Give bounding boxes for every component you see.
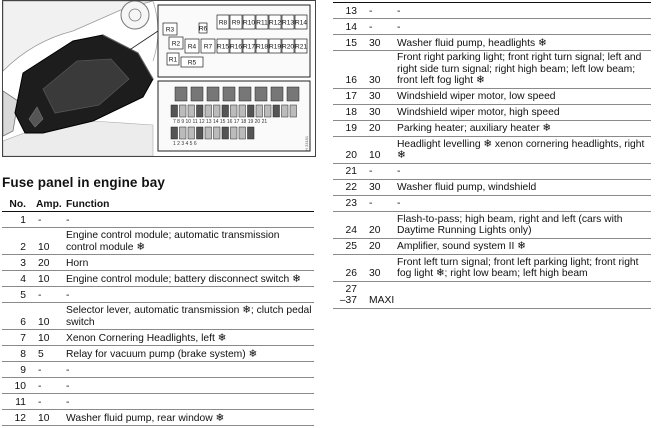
fuse-slot bbox=[231, 127, 238, 139]
fuse-slot bbox=[222, 127, 229, 139]
fuse-function: - bbox=[393, 3, 651, 19]
fuse-number: 12 bbox=[2, 410, 34, 426]
relay-label: R7 bbox=[203, 43, 213, 51]
table-row bbox=[2, 303, 314, 330]
table-row bbox=[333, 179, 651, 195]
fuse-slot bbox=[188, 105, 195, 117]
table-row bbox=[333, 88, 651, 104]
fuse-number: 21 bbox=[333, 163, 365, 179]
maxi-fuse-slot bbox=[255, 87, 267, 101]
table-row bbox=[2, 362, 314, 378]
fuse-box-illustration bbox=[2, 0, 316, 157]
table-row bbox=[333, 281, 651, 308]
fuse-slot bbox=[214, 127, 221, 139]
fuse-function: - bbox=[62, 362, 314, 378]
maxi-fuse-slot bbox=[191, 87, 203, 101]
table-row bbox=[2, 228, 314, 255]
table-row bbox=[2, 410, 314, 426]
fuse-function: Parking heater; auxiliary heater ❄ bbox=[393, 120, 651, 136]
fuse-amperage: - bbox=[365, 3, 393, 19]
fuse-function: Headlight levelling ❄ xenon cornering headlights, right ❄ bbox=[393, 136, 651, 163]
fuse-amperage: - bbox=[34, 378, 62, 394]
fuse-function: - bbox=[62, 287, 314, 303]
fuse-number: 27 –37 bbox=[333, 281, 365, 308]
relay-label: R6 bbox=[198, 25, 208, 33]
relay-label: R4 bbox=[187, 43, 197, 51]
relay-label: R8 bbox=[218, 19, 228, 27]
fuse-function: - bbox=[393, 163, 651, 179]
fuse-function: Relay for vacuum pump (brake system) ❄ bbox=[62, 346, 314, 362]
fuse-amperage: 10 bbox=[34, 330, 62, 346]
fuse-slot bbox=[188, 127, 195, 139]
relay-label: R15 bbox=[217, 43, 229, 51]
fuse-function: Horn bbox=[62, 255, 314, 271]
relay-label: R14 bbox=[295, 19, 307, 27]
relay-label: R16 bbox=[230, 43, 242, 51]
fuse-amperage: 5 bbox=[34, 346, 62, 362]
table-row bbox=[333, 211, 651, 238]
fuse-number: 8 bbox=[2, 346, 34, 362]
fuse-slot bbox=[248, 127, 255, 139]
fuse-function bbox=[393, 281, 651, 308]
fuse-slot bbox=[239, 105, 246, 117]
relay-label: R18 bbox=[256, 43, 268, 51]
fuse-number: 10 bbox=[2, 378, 34, 394]
fuse-amperage: 30 bbox=[365, 104, 393, 120]
fuse-number: 15 bbox=[333, 35, 365, 51]
fuse-amperage: 30 bbox=[365, 88, 393, 104]
fuse-amperage: - bbox=[34, 394, 62, 410]
relay-label: R11 bbox=[256, 19, 268, 27]
fuse-amperage: - bbox=[34, 362, 62, 378]
table-row bbox=[333, 120, 651, 136]
table-row bbox=[333, 3, 651, 19]
fuse-number: 5 bbox=[2, 287, 34, 303]
fuse-number: 4 bbox=[2, 271, 34, 287]
table-row bbox=[333, 195, 651, 211]
fuse-table-right bbox=[333, 2, 651, 309]
table-row bbox=[2, 212, 314, 228]
fuse-slot bbox=[214, 105, 221, 117]
header-function: Function bbox=[62, 196, 314, 212]
fuse-table-left bbox=[2, 196, 314, 426]
fuse-slot bbox=[290, 105, 297, 117]
fuse-number: 20 bbox=[333, 136, 365, 163]
relay-label: R5 bbox=[187, 59, 197, 67]
table-row bbox=[333, 35, 651, 51]
table-header-row bbox=[2, 196, 314, 212]
fuse-slot bbox=[180, 105, 187, 117]
fuse-number: 25 bbox=[333, 238, 365, 254]
fuse-amperage: 30 bbox=[365, 35, 393, 51]
fuse-amperage: 20 bbox=[365, 238, 393, 254]
fuse-row-numbers: 7 8 9 10 11 12 13 14 15 16 17 18 19 20 21 bbox=[173, 119, 268, 125]
header-amp: Amp. bbox=[34, 196, 62, 212]
table-row bbox=[2, 255, 314, 271]
maxi-fuse-slot bbox=[287, 87, 299, 101]
table-row bbox=[333, 136, 651, 163]
fuse-amperage: 10 bbox=[34, 228, 62, 255]
table-row bbox=[2, 271, 314, 287]
fuse-number: 23 bbox=[333, 195, 365, 211]
fuse-slot bbox=[205, 105, 212, 117]
relay-label: R12 bbox=[269, 19, 281, 27]
fuse-function: - bbox=[393, 19, 651, 35]
fuse-function: Washer fluid pump, rear window ❄ bbox=[62, 410, 314, 426]
fuse-slot bbox=[231, 105, 238, 117]
fuse-slot bbox=[171, 105, 178, 117]
reservoir-cap bbox=[121, 1, 149, 29]
maxi-fuse-slot bbox=[207, 87, 219, 101]
fuse-number: 24 bbox=[333, 211, 365, 238]
fuse-slot bbox=[171, 127, 178, 139]
table-row bbox=[2, 394, 314, 410]
table-row bbox=[333, 238, 651, 254]
fuse-amperage: 10 bbox=[34, 303, 62, 330]
table-row bbox=[333, 51, 651, 89]
table-row bbox=[333, 254, 651, 281]
fuse-amperage: - bbox=[34, 287, 62, 303]
fuse-function: Engine control module; automatic transmission control module ❄ bbox=[62, 228, 314, 255]
fuse-number: 1 bbox=[2, 212, 34, 228]
fuse-function: Washer fluid pump, windshield bbox=[393, 179, 651, 195]
fuse-function: Front right parking light; front right turn signal; left and right side turn signal; right high beam; left low beam; front left fog light ❄ bbox=[393, 51, 651, 89]
fuse-slot bbox=[197, 127, 204, 139]
fuse-amperage: - bbox=[365, 163, 393, 179]
fuse-function: - bbox=[62, 378, 314, 394]
fuse-slot bbox=[282, 105, 289, 117]
fuse-function: Engine control module; battery disconnect switch ❄ bbox=[62, 271, 314, 287]
fuse-slot bbox=[273, 105, 280, 117]
relay-label: R3 bbox=[165, 26, 175, 34]
fuse-amperage: 30 bbox=[365, 179, 393, 195]
maxi-fuse-slot bbox=[239, 87, 251, 101]
table-row bbox=[333, 163, 651, 179]
fuse-number: 19 bbox=[333, 120, 365, 136]
fuse-number: 16 bbox=[333, 51, 365, 89]
fuse-number: 7 bbox=[2, 330, 34, 346]
fuse-function: Selector lever, automatic transmission ❄; clutch pedal switch bbox=[62, 303, 314, 330]
fuse-function: Windshield wiper motor, low speed bbox=[393, 88, 651, 104]
relay-label: R19 bbox=[269, 43, 281, 51]
fuse-amperage: 10 bbox=[365, 136, 393, 163]
maxi-fuse-slot bbox=[175, 87, 187, 101]
fuse-number: 11 bbox=[2, 394, 34, 410]
fuse-function: Amplifier, sound system II ❄ bbox=[393, 238, 651, 254]
fuse-number: 26 bbox=[333, 254, 365, 281]
fuse-function: - bbox=[62, 212, 314, 228]
fuse-amperage: - bbox=[34, 212, 62, 228]
fuse-function: Flash-to-pass; high beam, right and left (cars with Daytime Running Lights only) bbox=[393, 211, 651, 238]
diagram-side-code: H 33181 bbox=[304, 135, 309, 151]
table-row bbox=[333, 104, 651, 120]
fuse-slot bbox=[205, 127, 212, 139]
fuse-number: 3 bbox=[2, 255, 34, 271]
fuse-function: Xenon Cornering Headlights, left ❄ bbox=[62, 330, 314, 346]
relay-label: R1 bbox=[168, 56, 178, 64]
section-title: Fuse panel in engine bay bbox=[2, 175, 165, 190]
maxi-fuse-slot bbox=[271, 87, 283, 101]
fuse-slot bbox=[265, 105, 272, 117]
table-row bbox=[333, 19, 651, 35]
fuse-number: 17 bbox=[333, 88, 365, 104]
fuse-slot bbox=[256, 105, 263, 117]
table-row bbox=[2, 330, 314, 346]
table-row bbox=[2, 287, 314, 303]
fuse-amperage: 10 bbox=[34, 271, 62, 287]
fuse-row-numbers-2: 1 2 3 4 5 6 bbox=[173, 141, 197, 147]
fuse-amperage: 20 bbox=[365, 211, 393, 238]
fuse-function: - bbox=[393, 195, 651, 211]
fuse-amperage: 10 bbox=[34, 410, 62, 426]
fuse-number: 18 bbox=[333, 104, 365, 120]
fuse-slot bbox=[180, 127, 187, 139]
fuse-amperage: 20 bbox=[365, 120, 393, 136]
header-no: No. bbox=[2, 196, 34, 212]
fuse-number: 6 bbox=[2, 303, 34, 330]
fuse-slot bbox=[197, 105, 204, 117]
table-row bbox=[2, 346, 314, 362]
fuse-slot bbox=[248, 105, 255, 117]
table-row bbox=[2, 378, 314, 394]
fuse-function: - bbox=[62, 394, 314, 410]
fuse-number: 22 bbox=[333, 179, 365, 195]
fuse-number: 14 bbox=[333, 19, 365, 35]
fuse-amperage: - bbox=[365, 195, 393, 211]
fuse-function: Washer fluid pump, headlights ❄ bbox=[393, 35, 651, 51]
relay-label: R9 bbox=[231, 19, 241, 27]
fuse-function: Windshield wiper motor, high speed bbox=[393, 104, 651, 120]
fuse-amperage: - bbox=[365, 19, 393, 35]
fuse-number: 13 bbox=[333, 3, 365, 19]
fuse-slot bbox=[239, 127, 246, 139]
fuse-amperage: 20 bbox=[34, 255, 62, 271]
fuse-slot bbox=[222, 105, 229, 117]
fuse-box-diagram bbox=[3, 1, 315, 156]
fuse-amperage: 30 bbox=[365, 254, 393, 281]
fuse-amperage: 30 bbox=[365, 51, 393, 89]
fuse-number: 9 bbox=[2, 362, 34, 378]
relay-label: R2 bbox=[171, 40, 181, 48]
relay-label: R17 bbox=[243, 43, 255, 51]
maxi-fuse-slot bbox=[223, 87, 235, 101]
relay-label: R13 bbox=[282, 19, 294, 27]
relay-label: R21 bbox=[295, 43, 307, 51]
fuse-number: 2 bbox=[2, 228, 34, 255]
relay-label: R10 bbox=[243, 19, 255, 27]
relay-label: R20 bbox=[282, 43, 294, 51]
fuse-amperage: MAXI bbox=[365, 281, 393, 308]
fuse-function: Front left turn signal; front left parking light; front right fog light ❄; right low beam; left high beam bbox=[393, 254, 651, 281]
